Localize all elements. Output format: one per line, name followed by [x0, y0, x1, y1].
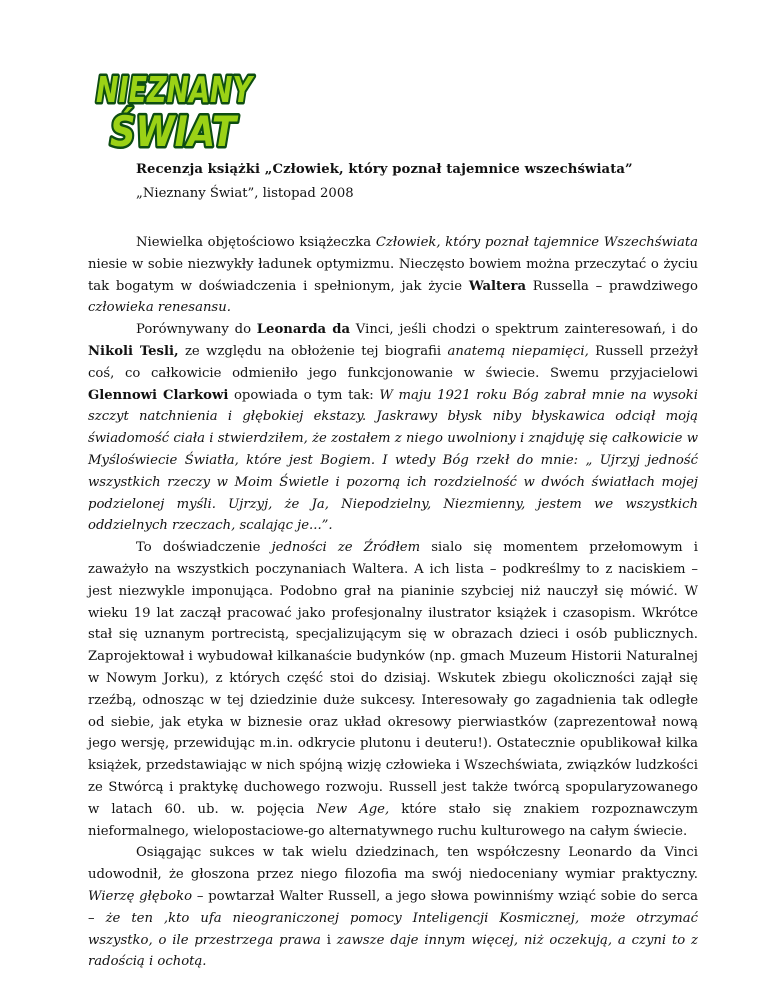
paragraph	[88, 842, 698, 973]
review-title: Recenzja książki „Człowiek, który poznał tajemnice wszechświata”	[136, 162, 633, 177]
text-run: które stało się znakiem rozpoznawczym nieformalnego, wielopostaciowe-go alternatywnego ruchu kulturowego na całym świecie.	[88, 801, 698, 839]
bold-text: Nikoli Tesli,	[88, 343, 179, 359]
paragraph	[88, 537, 698, 842]
text-run: opowiada o tym tak:	[228, 387, 380, 403]
text-run: Russell przeżył coś, co całkowicie odmieniło jego funkcjonowanie w świecie. Swemu przyjacielowi	[88, 343, 698, 381]
text-run: ze względu na obłożenie tej biografii	[178, 343, 448, 359]
paragraph	[88, 319, 698, 537]
italic-text: Wierzę głęboko	[88, 888, 193, 904]
italic-text: że ten ,kto ufa nieograniczonej pomocy Inteligencji Kosmicznej, może otrzymać wszystko, o ile przestrzega prawa	[88, 910, 698, 948]
review-source: „Nieznany Świat”, listopad 2008	[136, 186, 354, 201]
italic-text: Człowiek, który poznał tajemnice Wszechświata	[375, 235, 698, 250]
bold-text: Glennowi Clarkowi	[88, 387, 229, 403]
article-body	[88, 232, 698, 973]
paragraph	[88, 232, 698, 319]
magazine-logo	[92, 64, 260, 156]
text-run: niesie w sobie niezwykły ładunek optymizmu. Nieczęsto bowiem można przeczytać o życiu tak bogatym w doświadczenia i spełnionym, jak życie	[88, 256, 698, 294]
text-run: Osiągając sukces w tak wielu dziedzinach, ten współczesny Leonardo da Vinci udowodnił, że głoszona przez niego filozofia ma swój niedoceniany wymiar praktyczny.	[88, 845, 698, 883]
italic-text: anatemą niepamięci,	[447, 343, 589, 359]
text-run: Porównywany do	[136, 322, 257, 338]
text-run: i	[320, 932, 337, 948]
italic-text: zawsze daje innym więcej, niż oczekują, a czyni to z radością i ochotą.	[88, 932, 698, 970]
logo-line-2: ŚWIAT	[110, 107, 260, 156]
bold-text: Leonarda da	[256, 322, 351, 338]
text-run: – powtarzał Walter Russell, a jego słowa powinniśmy wziąć sobie do serca –	[88, 888, 698, 926]
italic-text: jedności ze Źródłem	[271, 540, 421, 556]
logo-graphic	[92, 64, 260, 156]
text-run: Niewielka objętościowo książeczka	[136, 235, 376, 250]
italic-text: człowieka renesansu.	[88, 300, 231, 316]
text-run: sialo się momentem przełomowym i zaważyło na wszystkich poczynaniach Waltera. A ich lista – podkreślmy to z naciskiem – jest niezwykle imponująca. Podobno grał na pianinie szybciej niż nauczył się mówić. W wieku 19 lat zaczął pracować jako profesjonalny ilustrator książek i czasopism. Wkrótce stał się uznanym portrecistą, specjalizującym się w obrazach dzieci i osób publicznych. Zaprojektował i wybudował kilkanaście budynków (np. gmach Muzeum Historii Naturalnej w Nowym Jorku), z których część stoi do dzisiaj. Wskutek zbiegu okoliczności zajął się rzeźbą, odnosząc w tej dziedzinie duże sukcesy. Interesowały go zagadnienia tak odległe od siebie, jak etyka w biznesie oraz układ okresowy pierwiastków (zaprezentował nową jego wersję, przewidując m.in. odkrycie plutonu i deuteru!). Ostatecznie opublikował kilka książek, przedstawiając w nich spójną wizję człowieka i Wszechświata, związków ludzkości ze Stwórcą i praktykę duchowego rozwoju. Russell jest także twórcą spopularyzowanego w latach 60. ub. w. pojęcia	[88, 540, 698, 817]
italic-text: New Age,	[316, 801, 390, 817]
italic-text: W maju 1921 roku Bóg zabrał mnie na wysoki szczyt natchnienia i głębokiej ekstazy. Jaskrawy błysk niby błyskawica odciął moją świadomość ciała i stwierdziłem, że zostałem z niego uwolniony i znajduję się całkowicie w Myśloświecie Światła, które jest Bogiem. I wtedy Bóg rzekł do mnie: „ Ujrzyj jedność wszystkich rzeczy w Moim Świetle i pozorną ich rozdzielność w dwóch światłach mojej podzielonej myśli. Ujrzyj, że Ja, Niepodzielny, Niezmienny, jestem we wszystkich oddzielnych rzeczach, scalając je...”.	[88, 387, 698, 534]
text-run: To doświadczenie	[136, 540, 272, 556]
logo-line-1: NIEZNANY	[96, 70, 255, 111]
review-header	[136, 160, 696, 204]
bold-text: Waltera	[468, 278, 527, 294]
text-run: Russella – prawdziwego	[526, 278, 698, 294]
text-run: Vinci, jeśli chodzi o spektrum zainteresowań, i do	[350, 322, 698, 338]
